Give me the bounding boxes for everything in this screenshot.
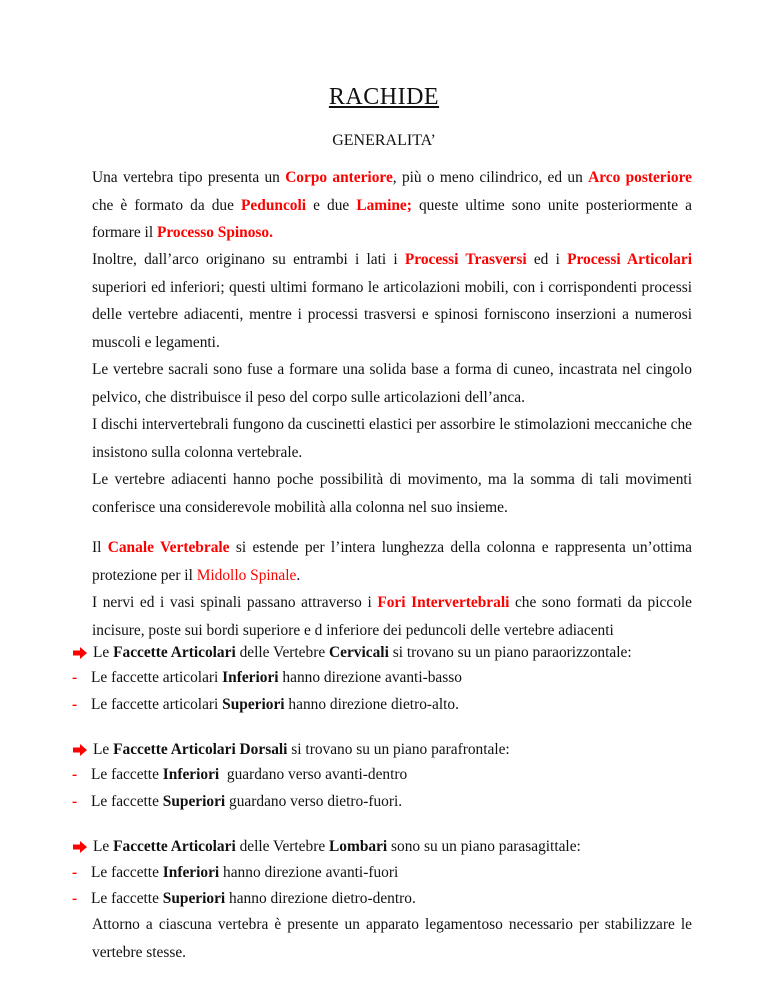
list-item: - Le faccette Inferiori hanno direzione avanti-fuori xyxy=(72,864,399,881)
term-corpo-anteriore: Corpo anteriore xyxy=(285,169,393,186)
bullet-dorsali: Le Faccette Articolari Dorsali si trovano su un piano parafrontale: xyxy=(72,739,510,761)
dash-marker: - xyxy=(72,890,78,907)
dash-marker: - xyxy=(72,766,78,783)
term-processi-trasversi: Processi Trasversi xyxy=(404,251,527,268)
list-item: - Le faccette articolari Superiori hanno direzione dietro-alto. xyxy=(72,696,459,713)
dash-marker: - xyxy=(72,696,78,713)
page-subtitle: GENERALITA’ xyxy=(332,132,436,149)
list-item: - Le faccette Inferiori guardano verso avanti-dentro xyxy=(72,766,408,783)
term-processi-articolari: Processi Articolari xyxy=(567,251,692,268)
bullet-lombari: Le Faccette Articolari delle Vertebre Lombari sono su un piano parasagittale: xyxy=(72,836,581,858)
term-fori-intervertebrali: Fori Intervertebrali xyxy=(377,594,510,611)
term-arco-posteriore: Arco posteriore xyxy=(588,169,692,186)
term-canale-vertebrale: Canale Vertebrale xyxy=(107,539,230,556)
term-peduncoli: Peduncoli xyxy=(241,196,307,214)
paragraph-movimento: Le vertebre adiacenti hanno poche possibilità di movimento, ma la somma di tali movimenti conferisce una considerevole mobilità alla colonna nel suo insieme. xyxy=(92,471,692,516)
paragraph-vertebra-tipo: Una vertebra tipo presenta un Corpo anteriore, più o meno cilindrico, ed un Arco posteriore che è formato da due Peduncoli e due Lamine; queste ultime sono unite posteriormente a formare il Processo Spinoso. xyxy=(92,169,692,241)
dash-marker: - xyxy=(72,793,78,810)
paragraph-dischi: I dischi intervertebrali fungono da cuscinetti elastici per assorbire le stimolazioni meccaniche che insistono sulla colonna vertebrale. xyxy=(92,416,693,461)
paragraph-canale-vertebrale: Il Canale Vertebrale si estende per l’intera lunghezza della colonna e rappresenta un’ottima protezione per il Midollo Spinale. xyxy=(92,539,692,584)
paragraph-vertebre-sacrali: Le vertebre sacrali sono fuse a formare una solida base a forma di cuneo, incastrata nel cingolo pelvico, che distribuisce il peso del corpo sulle articolazioni dell’anca. xyxy=(92,361,692,406)
paragraph-fori-intervertebrali: I nervi ed i vasi spinali passano attraverso i Fori Intervertebrali che sono formati da piccole incisure, poste sui bordi superiore e d inferiore dei peduncoli delle vertebre adiacenti xyxy=(92,594,692,639)
term-processo-spinoso: Processo Spinoso. xyxy=(156,224,273,241)
dash-marker: - xyxy=(72,669,78,686)
right-arrow-icon xyxy=(72,840,88,854)
list-item: - Le faccette Superiori hanno direzione dietro-dentro. xyxy=(72,890,416,907)
paragraph-processi: Inoltre, dall’arco originano su entrambi i lati i Processi Trasversi ed i Processi Articolari superiori ed inferiori; questi ultimi formano le articolazioni mobili, con i corrispondenti processi delle vertebre adiacenti, mentre i processi trasversi e spinosi forniscono inserzioni a numerosi muscoli e legamenti. xyxy=(92,251,692,351)
right-arrow-icon xyxy=(72,743,88,757)
dash-marker: - xyxy=(72,864,78,881)
list-item: - Le faccette Superiori guardano verso dietro-fuori. xyxy=(72,793,403,810)
term-lamine: Lamine; xyxy=(356,196,412,214)
paragraph-apparato-legamentoso: Attorno a ciascuna vertebra è presente un apparato legamentoso necessario per stabilizzare le vertebre stesse. xyxy=(92,916,692,961)
right-arrow-icon xyxy=(72,646,88,660)
list-item: - Le faccette articolari Inferiori hanno direzione avanti-basso xyxy=(72,669,462,686)
page-title: RACHIDE xyxy=(328,84,440,110)
term-midollo-spinale: Midollo Spinale xyxy=(196,566,297,584)
bullet-cervicali: Le Faccette Articolari delle Vertebre Cervicali si trovano su un piano paraorizzontale: xyxy=(72,642,632,664)
